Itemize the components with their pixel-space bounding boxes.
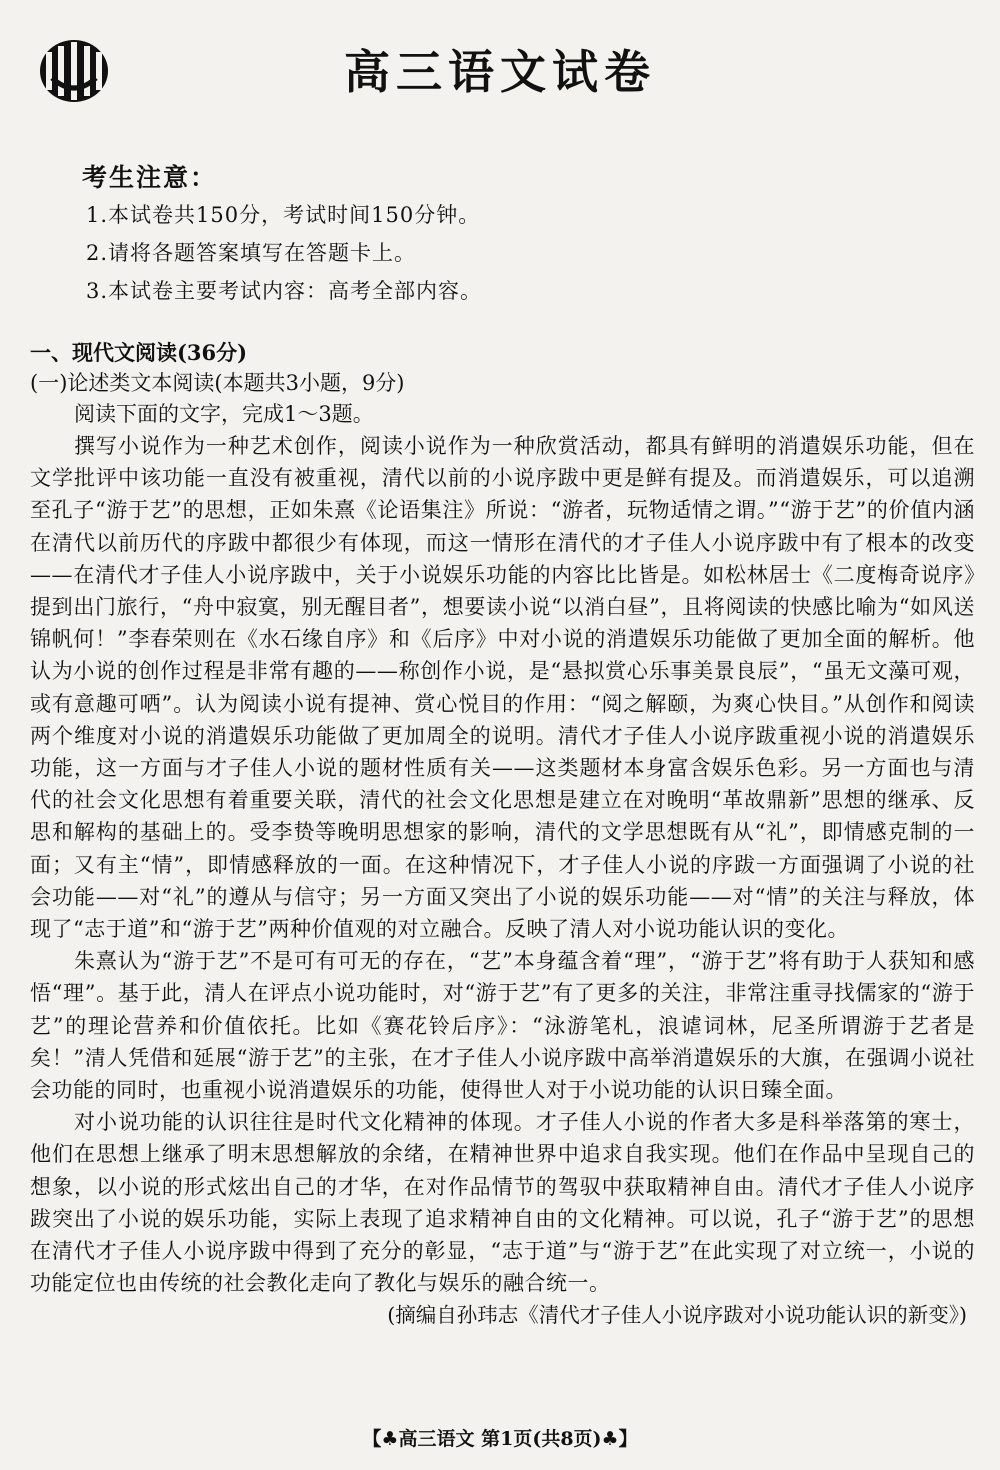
footer-subject: 高三语文	[398, 1428, 475, 1450]
club-icon: ♣	[381, 1428, 399, 1450]
notice-item: 3.本试卷主要考试内容：高考全部内容。	[86, 279, 483, 303]
notice-title: 考生注意：	[82, 163, 218, 192]
passage-paragraph: 朱熹认为“游于艺”不是可有可无的存在，“艺”本身蕴含着“理”，“游于艺”将有助于人获知和感悟“理”。基于此，清人在评点小说功能时，对“游于艺”有了更多的关注，非常注重寻找儒家的“游于艺”的理论营养和价值依托。比如《赛花铃后序》：“泳游笔札，浪谑词林，尼圣所谓游于艺者是矣！”清人凭借和延展“游于艺”的主张，在才子佳人小说序跋中高举消遣娱乐的大旗，在强调小说社会功能的同时，也重视小说消遣娱乐的功能，使得世人对于小说功能的认识日臻全面。	[30, 949, 975, 1103]
exam-notice	[82, 160, 942, 310]
section-subheading: (一)论述类文本阅读(本题共3小题，9分)	[30, 371, 405, 395]
passage-source: (摘编自孙玮志《清代才子佳人小说序跋对小说功能认识的新变》)	[387, 1303, 967, 1328]
section-instruction: 阅读下面的文字，完成1～3题。	[74, 402, 374, 426]
notice-item: 1.本试卷共150分，考试时间150分钟。	[86, 203, 481, 227]
passage-paragraph: 对小说功能的认识往往是时代文化精神的体现。才子佳人小说的作者大多是科举落第的寒士，他们在思想上继承了明末思想解放的余绪，在精神世界中追求自我实现。他们在作品中呈现自己的想象，以小说的形式炫出自己的才华，在对作品情节的驾驭中获取精神自由。清代才子佳人小说序跋突出了小说的娱乐功能，实际上表现了追求精神自由的文化精神。可以说，孔子“游于艺”的思想在清代才子佳人小说序跋中得到了充分的彰显，“志于道”与“游于艺”在此实现了对立统一，小说的功能定位也由传统的社会教化走向了教化与娱乐的融合统一。	[30, 1110, 975, 1296]
notice-item: 2.请将各题答案填写在答题卡上。	[86, 241, 417, 265]
section-heading: 一、现代文阅读(36分)	[30, 340, 248, 365]
exam-title: 高三语文试卷	[344, 45, 656, 99]
reading-section	[30, 338, 975, 1331]
page-footer: 【♣高三语文 第1页(共8页)♣】	[362, 1428, 638, 1450]
club-icon: ♣	[601, 1428, 619, 1450]
passage-paragraph: 撰写小说作为一种艺术创作，阅读小说作为一种欣赏活动，都具有鲜明的消遣娱乐功能，但在文学批评中该功能一直没有被重视，清代以前的小说序跋中更是鲜有提及。而消遣娱乐，可以追溯至孔子“游于艺”的思想，正如朱熹《论语集注》所说：“游者，玩物适情之谓。”“游于艺”的价值内涵在清代以前历代的序跋中都很少有体现，而这一情形在清代的才子佳人小说序跋中有了根本的改变——在清代才子佳人小说序跋中，关于小说娱乐功能的内容比比皆是。如松林居士《二度梅奇说序》提到出门旅行，“舟中寂寞，别无醒目者”，想要读小说“以消白昼”，且将阅读的快感比喻为“如风送锦帆何！”李春荣则在《水石缘自序》和《后序》中对小说的消遣娱乐功能做了更加全面的解析。他认为小说的创作过程是非常有趣的——称创作小说，是“悬拟赏心乐事美景良辰”，“虽无文藻可观，或有意趣可哂”。认为阅读小说有提神、赏心悦目的作用：“阅之解颐，为爽心快目。”从创作和阅读两个维度对小说的消遣娱乐功能做了更加周全的说明。清代才子佳人小说序跋重视小说的消遣娱乐功能，这一方面与才子佳人小说的题材性质有关——这类题材本身富含娱乐色彩。另一方面也与清代的社会文化思想有着重要关联，清代的社会文化思想是建立在对晚明“革故鼎新”思想的继承、反思和解构的基础上的。受李贽等晚明思想家的影响，清代的文学思想既有从“礼”，即情感克制的一面；又有主“情”，即情感释放的一面。在这种情况下，才子佳人小说的序跋一方面强调了小说的社会功能——对“礼”的遵从与信守；另一方面又突出了小说的娱乐功能——对“情”的关注与释放，体现了“志于道”和“游于艺”两种价值观的对立融合。反映了清人对小说功能认识的变化。	[30, 434, 975, 942]
footer-page-number: 第1页(共8页)	[481, 1428, 602, 1450]
